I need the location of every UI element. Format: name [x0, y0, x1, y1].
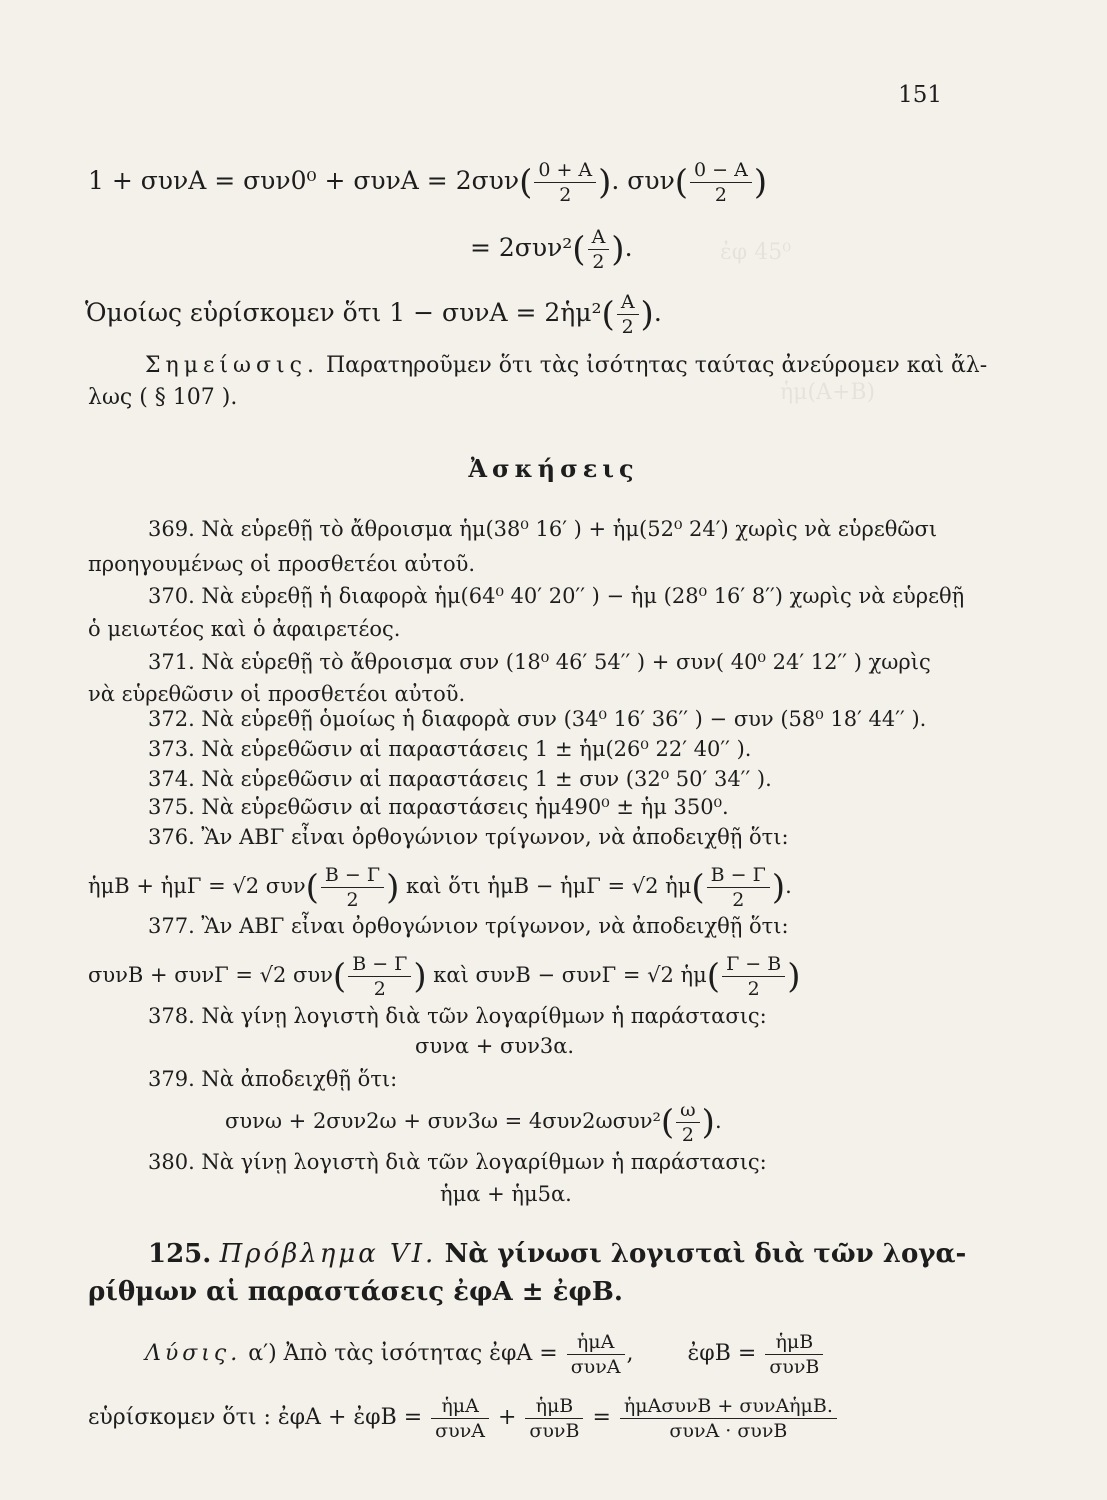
exercise-369-line-1: 369. Νὰ εὑρεθῇ τὸ ἄθροισμα ἡμ(38⁰ 16′ ) + ἡμ(52⁰ 24′) χωρὶς νὰ εὑρεθῶσι	[148, 517, 938, 541]
fraction	[765, 1330, 823, 1379]
problem-title: Νὰ γίνωσι λογισταὶ διὰ τῶν λογα-	[444, 1239, 967, 1269]
fraction	[348, 952, 411, 1001]
exercise-376-formula: ἡμΒ + ἡμΓ = √2 συν( $\frac{B - \Gamma}{2}$ ) καὶ ὅτι ἡμΒ − ἡμΓ = √2 ἡμ( $\frac{B - \Gamma}{2}$ ).	[88, 864, 792, 911]
exercise-370-line-2: ὁ μειωτέος καὶ ὁ ἀφαιρετέος.	[88, 617, 401, 641]
solution-line-2	[88, 1392, 839, 1444]
note-line-1	[145, 352, 987, 380]
numerator: Α	[588, 225, 610, 250]
plus-sign: +	[497, 1405, 517, 1430]
denominator: 2	[732, 889, 745, 911]
formula-part: συνΒ + συνΓ = √2 συν	[88, 963, 333, 987]
numerator: ἡμΑ	[567, 1330, 625, 1355]
page-number: 151	[898, 82, 942, 108]
numerator: Β − Γ	[348, 952, 411, 977]
denominator: 2	[559, 184, 572, 206]
denominator: συνΑ	[435, 1419, 485, 1442]
fraction	[620, 1394, 837, 1443]
eq1-dot: . συν	[611, 166, 675, 195]
identity-equation-1: 1 + συνΑ = συν0⁰ + συνΑ = 2συν( $\frac{0 + A}{2}$ ). συν( $\frac{0 - A}{2}$ )	[88, 159, 768, 206]
numerator: Γ − Β	[722, 952, 785, 977]
denominator: συνΑ · συνΒ	[669, 1419, 788, 1442]
comma: ,	[626, 1341, 634, 1366]
exercise-378-line-1: 378. Νὰ γίνῃ λογιστὴ διὰ τῶν λογαρίθμων ἡ παράστασις:	[148, 1004, 767, 1028]
fraction	[534, 158, 596, 207]
numerator: ἡμΒ	[525, 1394, 583, 1419]
bleed-through-text: ἡμ(Α+Β)	[780, 380, 876, 405]
fraction	[321, 863, 384, 912]
numerator: ἡμΑσυνΒ + συνΑἡμΒ.	[620, 1394, 837, 1419]
exercise-379-line-1: 379. Νὰ ἀποδειχθῇ ὅτι:	[148, 1067, 398, 1091]
solution-text: εὑρίσκομεν ὅτι : ἐφΑ + ἐφΒ =	[88, 1405, 423, 1430]
exercise-371-line-2: νὰ εὑρεθῶσιν οἱ προσθετέοι αὐτοῦ.	[88, 682, 466, 706]
denominator: 2	[714, 184, 727, 206]
fraction	[690, 158, 752, 207]
problem-label: Πρόβλημα VI.	[219, 1239, 437, 1269]
bleed-through-text: ἐφ 45⁰	[720, 240, 792, 265]
formula-part: καὶ ὅτι ἡμΒ − ἡμΓ = √2 ἡμ	[406, 874, 692, 898]
exercise-377-line-1: 377. Ἂν ΑΒΓ εἶναι ὀρθογώνιον τρίγωνον, νὰ ἀποδειχθῇ ὅτι:	[148, 914, 789, 938]
exercise-377-formula: συνΒ + συνΓ = √2 συν( $\frac{B - \Gamma}{2}$ ) καὶ συνΒ − συνΓ = √2 ἡμ( $\frac{\Gamma - B}{2}$ )	[88, 953, 801, 1000]
denominator: 2	[592, 251, 605, 273]
numerator: 0 + Α	[534, 158, 596, 183]
problem-number: 125.	[148, 1239, 212, 1269]
identity-equation-3: Ὁμοίως εὑρίσκομεν ὅτι 1 − συνΑ = 2ἡμ²( $\frac{A}{2}$ ).	[85, 291, 662, 338]
denominator: 2	[747, 978, 760, 1000]
numerator: Β − Γ	[707, 863, 770, 888]
exercise-380-line-1: 380. Νὰ γίνῃ λογιστὴ διὰ τῶν λογαρίθμων ἡ παράστασις:	[148, 1150, 767, 1174]
numerator: 0 − Α	[690, 158, 752, 183]
denominator: 2	[681, 1124, 694, 1146]
note-text: Παρατηροῦμεν ὅτι τὰς ἰσότητας ταύτας ἀνεύρομεν καὶ ἄλ-	[325, 353, 988, 378]
fraction	[431, 1394, 489, 1443]
exercise-373: 373. Νὰ εὑρεθῶσιν αἱ παραστάσεις 1 ± ἡμ(26⁰ 22′ 40′′ ).	[148, 737, 752, 761]
numerator: ἡμΒ	[765, 1330, 823, 1355]
solution-text: α′) Ἀπὸ τὰς ἰσότητας ἐφΑ =	[248, 1341, 558, 1366]
fraction	[722, 952, 785, 1001]
numerator: Β − Γ	[321, 863, 384, 888]
eq3-lhs: Ὁμοίως εὑρίσκομεν ὅτι 1 − συνΑ = 2ἡμ²	[85, 298, 602, 327]
eq1-lhs: 1 + συνΑ = συν0⁰ + συνΑ = 2συν	[88, 166, 520, 195]
exercise-378-expression: συνα + συν3α.	[415, 1034, 575, 1058]
fraction	[676, 1098, 700, 1147]
formula-part: συνω + 2συν2ω + συν3ω = 4συν2ωσυν²	[225, 1109, 661, 1133]
fraction	[617, 290, 639, 339]
solution-text: ἐφΒ =	[687, 1341, 757, 1366]
exercise-370-line-1: 370. Νὰ εὑρεθῇ ἡ διαφορὰ ἡμ(64⁰ 40′ 20′′ ) − ἡμ (28⁰ 16′ 8′′) χωρὶς νὰ εὑρεθῇ	[148, 584, 965, 608]
exercise-374: 374. Νὰ εὑρεθῶσιν αἱ παραστάσεις 1 ± συν (32⁰ 50′ 34′′ ).	[148, 767, 772, 791]
denominator: 2	[621, 316, 634, 338]
identity-equation-2: = 2συν²( $\frac{A}{2}$ ).	[470, 226, 633, 273]
fraction	[588, 225, 610, 274]
note-line-2: λως ( § 107 ).	[88, 385, 238, 410]
denominator: συνΒ	[529, 1419, 580, 1442]
exercises-heading	[0, 455, 1107, 483]
eq2-lhs: = 2συν²	[470, 233, 573, 262]
problem-heading-line-1	[148, 1238, 966, 1270]
note-label: Σημείωσις.	[145, 353, 319, 378]
fraction	[525, 1394, 583, 1443]
solution-label: Λύσις.	[145, 1341, 242, 1366]
numerator: ἡμΑ	[431, 1394, 489, 1419]
exercise-380-expression: ἡμα + ἡμ5α.	[440, 1182, 572, 1206]
period: .	[624, 233, 633, 262]
formula-part: ἡμΒ + ἡμΓ = √2 συν	[88, 874, 306, 898]
solution-line-1	[145, 1328, 825, 1380]
exercise-372: 372. Νὰ εὑρεθῇ ὁμοίως ἡ διαφορὰ συν (34⁰ 16′ 36′′ ) − συν (58⁰ 18′ 44′′ ).	[148, 707, 927, 731]
period: .	[653, 298, 662, 327]
equals-sign: =	[592, 1405, 611, 1430]
exercise-375: 375. Νὰ εὑρεθῶσιν αἱ παραστάσεις ἡμ490⁰ ± ἡμ 350⁰.	[148, 795, 729, 819]
denominator: 2	[373, 978, 386, 1000]
exercise-369-line-2: προηγουμένως οἱ προσθετέοι αὐτοῦ.	[88, 552, 476, 576]
problem-heading-line-2: ρίθμων αἱ παραστάσεις ἐφΑ ± ἐφΒ.	[88, 1277, 623, 1307]
denominator: συνΑ	[570, 1355, 621, 1378]
formula-part: καὶ συνΒ − συνΓ = √2 ἡμ	[433, 963, 707, 987]
exercise-371-line-1: 371. Νὰ εὑρεθῇ τὸ ἄθροισμα συν (18⁰ 46′ 54′′ ) + συν( 40⁰ 24′ 12′′ ) χωρὶς	[148, 650, 931, 674]
period: .	[714, 1109, 722, 1133]
exercise-376-line-1: 376. Ἂν ΑΒΓ εἶναι ὀρθογώνιον τρίγωνον, νὰ ἀποδειχθῇ ὅτι:	[148, 825, 789, 849]
numerator: Α	[617, 290, 639, 315]
fraction	[707, 863, 770, 912]
numerator: ω	[676, 1098, 700, 1123]
fraction	[567, 1330, 625, 1379]
denominator: 2	[346, 889, 359, 911]
exercises-title: Ἀσκήσεις	[468, 454, 639, 483]
denominator: συνΒ	[769, 1355, 820, 1378]
exercise-379-formula: συνω + 2συν2ω + συν3ω = 4συν2ωσυν²( $\frac{\omega}{2}$ ).	[225, 1099, 722, 1146]
period: .	[785, 874, 792, 898]
